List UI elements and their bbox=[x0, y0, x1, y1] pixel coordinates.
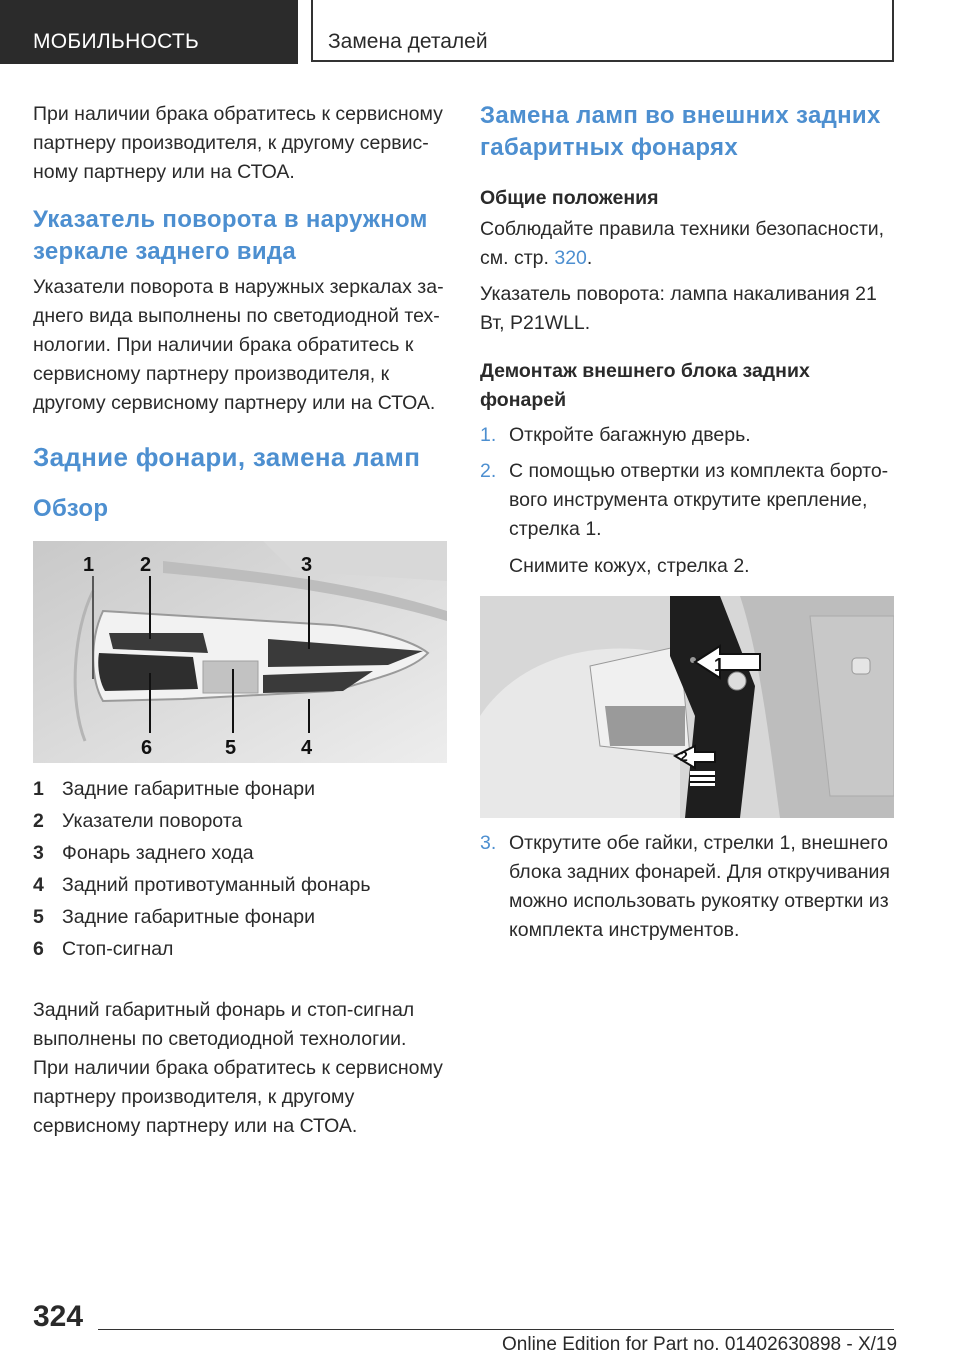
closing-paragraph: Задний габаритный фонарь и стоп-сигнал выполнены по светодиодной технологии. При наличии брака обратитесь к сервисному партнеру производителя, к другому сервисному партнеру или на СТОА. bbox=[33, 999, 443, 1137]
trunk-cover-illustration bbox=[480, 596, 894, 818]
removal-heading: Демонтаж внешнего блока задних фонарей bbox=[480, 360, 810, 411]
removal-steps-continued bbox=[480, 829, 896, 945]
removal-steps bbox=[480, 421, 896, 544]
left-column bbox=[33, 100, 447, 1141]
legend-item: 6 Стоп-сигнал bbox=[33, 938, 174, 960]
footer-divider bbox=[98, 1329, 894, 1330]
bulb-info-paragraph: Указатель поворота: лампа накаливания 21 Вт, P21WLL. bbox=[480, 283, 877, 334]
right-column bbox=[480, 100, 896, 945]
tail-light-illustration bbox=[33, 541, 447, 763]
chapter-tab bbox=[311, 0, 894, 62]
section-tab bbox=[0, 0, 298, 64]
footer-edition: Online Edition for Part no. 01402630898 - X/19 bbox=[502, 1334, 898, 1355]
legend-item: 1 Задние габаритные фонари bbox=[33, 778, 315, 800]
callout-4: 4 bbox=[301, 737, 313, 759]
legend-item: 3 Фонарь заднего хода bbox=[33, 842, 254, 864]
step-item: 3. Открутите обе гайки, стрелки 1, внешнего блока задних фонарей. Для откручивания можно использовать рукоятку отвертки из комплекта инструментов. bbox=[480, 832, 890, 941]
legend-item: 2 Указатели поворота bbox=[33, 810, 243, 832]
callout-1: 1 bbox=[83, 554, 95, 576]
page-number: 324 bbox=[33, 1300, 84, 1333]
page-link[interactable]: 320 bbox=[554, 247, 587, 269]
figure-callout-2: 2 bbox=[680, 748, 688, 764]
trunk-cover-image bbox=[480, 596, 894, 818]
bulb-replacement-heading: Замена ламп во внешних задних габаритных фонарях bbox=[480, 102, 881, 161]
callout-3: 3 bbox=[301, 554, 313, 576]
step-item: 2. С помощью отвертки из комплекта бортового инструмента открутите крепление, стрелка 1. bbox=[480, 460, 889, 540]
mirror-heading: Указатель поворота в наружном зеркале заднего вида bbox=[33, 206, 428, 265]
safety-paragraph: Соблюдайте правила техники безопасности, см. стр. 320. bbox=[480, 218, 885, 269]
step-2-subtext: Снимите кожух, стрелка 2. bbox=[509, 555, 750, 577]
overview-heading: Обзор bbox=[33, 495, 109, 522]
figure-callout-1: 1 bbox=[714, 655, 725, 675]
rear-lights-heading: Задние фонари, замена ламп bbox=[33, 442, 421, 472]
step-item: 1. Откройте багажную дверь. bbox=[480, 424, 751, 446]
tail-light-overview-image bbox=[33, 541, 447, 763]
legend-item: 4 Задний противотуманный фонарь bbox=[33, 874, 371, 896]
overview-legend bbox=[33, 773, 447, 965]
section-title: МОБИЛЬНОСТЬ bbox=[33, 30, 200, 53]
callout-2: 2 bbox=[140, 554, 152, 576]
intro-paragraph: При наличии брака обратитесь к сервисному партнеру производителя, к другому сервисному партнеру или на СТОА. bbox=[33, 103, 443, 183]
general-heading: Общие положения bbox=[480, 187, 659, 209]
callout-6: 6 bbox=[141, 737, 153, 759]
mirror-paragraph: Указатели поворота в наружных зеркалах заднего вида выполнены по светодиодной технологии. При наличии брака обратитесь к сервисному партнеру производителя, к другому сервисному партнеру или на СТОА. bbox=[33, 276, 444, 414]
callout-5: 5 bbox=[225, 737, 237, 759]
legend-item: 5 Задние габаритные фонари bbox=[33, 906, 315, 928]
chapter-title: Замена деталей bbox=[328, 30, 488, 53]
